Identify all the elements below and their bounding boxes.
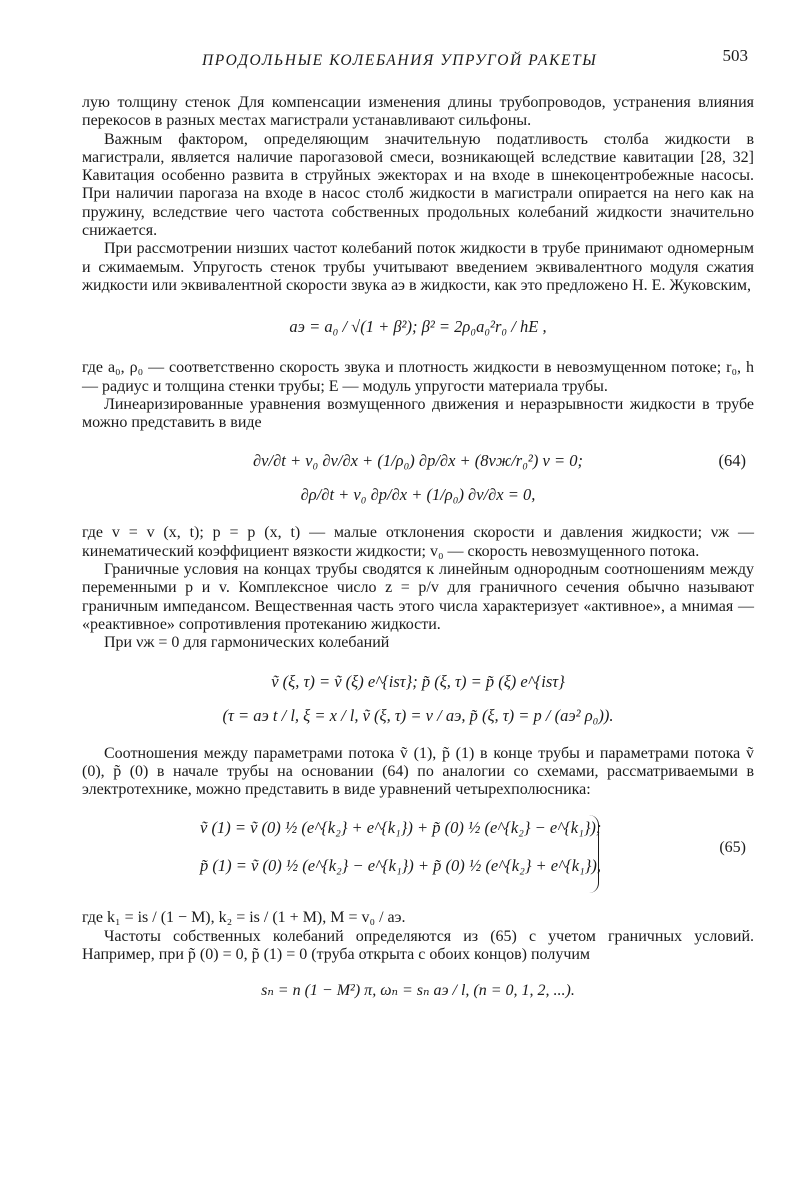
equation-64-line-1: ∂v/∂t + v₀ ∂v/∂x + (1/ρ₀) ∂p/∂x + (8νж/r₀²) v = 0; — [253, 451, 583, 471]
equation-65-line-1: ṽ (1) = ṽ (0) ½ (e^{k₂} + e^{k₁}) + p̃ (0) ½ (e^{k₂} − e^{k₁}); — [200, 818, 602, 838]
paragraph-5: Линеаризированные уравнения возмущенного движения и неразрывности жидкости в трубе можно представить в виде — [82, 395, 754, 432]
paragraph-9: Соотношения между параметрами потока ṽ (1), p̃ (1) в конце трубы и параметрами потока ṽ (0), p̃ (0) в начале трубы на основании (64) по аналогии со схемами, рассматриваемыми в электротехнике, можно представить в виде уравнений четырехполюсника: — [82, 744, 754, 799]
equation-64-number: (64) — [718, 451, 746, 471]
paragraph-7: Граничные условия на концах трубы сводятся к линейным однородным соотношениям между переменными p и v. Комплексное число z = p/v для граничного сечения обычно называют граничным импедансом. Вещественная часть этого числа характеризует «активное», а мнимая — «реактивное» сопротивления протеканию жидкости. — [82, 561, 754, 633]
paragraph-1: лую толщину стенок Для компенсации изменения длины трубопроводов, устранения влияния перекосов в разных местах магистрали устанавливают сильфоны. — [82, 94, 754, 130]
equation-equivalent-sound-speed: aэ = a₀ / √(1 + β²); β² = 2ρ₀a₀²r₀ / hE , — [289, 317, 547, 337]
equation-harmonic-line-1: ṽ (ξ, τ) = ṽ (ξ) e^{isτ}; p̃ (ξ, τ) = p̃ (ξ) e^{isτ} — [271, 671, 565, 691]
equation-64 — [82, 444, 754, 512]
equation-eigenfrequencies: sₙ = n (1 − M²) π, ωₙ = sₙ aэ / l, (n = 0, 1, 2, ...). — [261, 982, 575, 1000]
paragraph-2: Важным фактором, определяющим значительную податливость столба жидкости в магистрали, является наличие парогазовой смеси, возникающей вследствие кавитации [28, 32] Кавитация особенно развита в струйных эжекторах и на входе в шнекоцентробежные насосы. При наличии парогаза на входе в насос столб жидкости в магистрали опирается на него как на пружину, вследствие чего частота собственных продольных колебаний жидкости значительно снижается. — [82, 130, 754, 240]
paragraph-8: При νж = 0 для гармонических колебаний — [104, 634, 390, 652]
equation-64-line-2: ∂ρ/∂t + v₀ ∂p/∂x + (1/ρ₀) ∂v/∂x = 0, — [300, 485, 536, 505]
equation-65 — [82, 811, 754, 897]
running-title: ПРОДОЛЬНЫЕ КОЛЕБАНИЯ УПРУГОЙ РАКЕТЫ — [202, 52, 598, 69]
equation-harmonic — [82, 665, 754, 733]
equation-65-number: (65) — [719, 839, 746, 857]
page-header — [82, 44, 748, 74]
paragraph-10: где k₁ = is / (1 − M), k₂ = is / (1 + M), M = v₀ / aэ. — [82, 909, 406, 927]
page-number: 503 — [722, 46, 748, 65]
equation-65-brace — [588, 815, 599, 893]
paragraph-3: При рассмотрении низших частот колебаний поток жидкости в трубе принимают одномерным и сжимаемым. Упругость стенок трубы учитывают введением эквивалентного модуля сжатия жидкости или эквивалентной скорости звука aэ в жидкости, как это предложено Н. Е. Жуковским, — [82, 240, 754, 294]
equation-harmonic-line-2: (τ = aэ t / l, ξ = x / l, ṽ (ξ, τ) = v / aэ, p̃ (ξ, τ) = p / (aэ² ρ₀)). — [222, 705, 614, 725]
paragraph-11: Частоты собственных колебаний определяются из (65) с учетом граничных условий. Например, при p̃ (0) = 0, p̃ (1) = 0 (труба открыта с обоих концов) получим — [82, 927, 754, 964]
paragraph-4: где a₀, ρ₀ — соответственно скорость звука и плотность жидкости в невозмущенном потоке; r₀, h — радиус и толщина стенки трубы; E — модуль упругости материала трубы. — [82, 359, 754, 395]
body-text — [82, 94, 754, 1001]
paragraph-6: где v = v (x, t); p = p (x, t) — малые отклонения скорости и давления жидкости; νж — кинематический коэффициент вязкости жидкости; v₀ — скорость невозмущенного потока. — [82, 524, 754, 560]
equation-65-line-2: p̃ (1) = ṽ (0) ½ (e^{k₂} − e^{k₁}) + p̃ (0) ½ (e^{k₂} + e^{k₁}), — [200, 856, 601, 876]
